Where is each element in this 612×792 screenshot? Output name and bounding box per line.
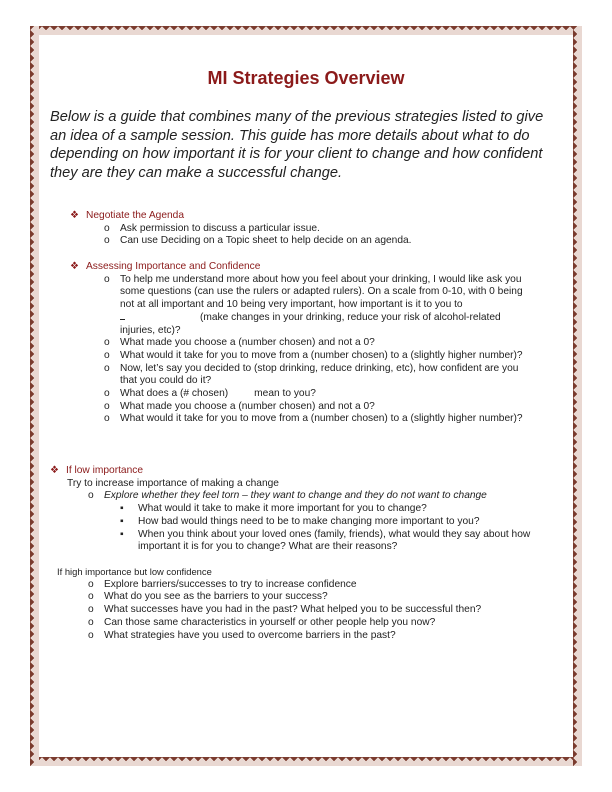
page-title: MI Strategies Overview xyxy=(207,68,405,88)
circle-bullet-icon: o xyxy=(88,616,94,628)
circle-bullet-icon: o xyxy=(104,388,110,400)
low-importance-heading: If low importance xyxy=(66,465,144,476)
list-item: o To help me understand more about how you feel about your drinking, I would like ask you some questions (can use the rulers or adapted rulers). On a scale from 0-10, with 0 being not at all important and 10 being very important, how important is it to you to (make changes in your drinking, reduce your risk of alcohol-related injuries, etc)? xyxy=(104,273,523,336)
list-item: o What would it take for you to move from a (number chosen) to a (slightly higher number)? xyxy=(104,349,523,361)
high-importance-heading: If high importance but low confidence xyxy=(57,566,212,577)
border-top xyxy=(30,26,582,35)
circle-bullet-icon: o xyxy=(88,629,94,641)
list-item: o Ask permission to discuss a particular issue. xyxy=(104,222,320,234)
list-item: o What does a (# chosen) mean to you? xyxy=(104,388,316,400)
low-importance-subtext: Try to increase importance of making a change xyxy=(67,477,279,489)
arrow-bullet-icon: ❖ xyxy=(70,210,79,221)
circle-bullet-icon: o xyxy=(104,349,110,361)
arrow-bullet-icon: ❖ xyxy=(50,465,59,476)
circle-bullet-icon: o xyxy=(104,400,110,412)
high-importance-section xyxy=(57,566,547,642)
list-item: o Can use Deciding on a Topic sheet to help decide on an agenda. xyxy=(104,235,412,247)
circle-bullet-icon: o xyxy=(104,235,110,247)
border-right xyxy=(573,26,582,766)
arrow-bullet-icon: ❖ xyxy=(70,261,79,272)
list-item: o What made you choose a (number chosen) and not a 0? xyxy=(104,400,375,412)
circle-bullet-icon: o xyxy=(104,222,110,234)
circle-bullet-icon: o xyxy=(104,362,110,374)
border-bottom xyxy=(30,757,582,766)
list-item: o What do you see as the barriers to your success? xyxy=(88,591,328,603)
importance-heading: Assessing Importance and Confidence xyxy=(86,261,261,272)
list-item: o What strategies have you used to overcome barriers in the past? xyxy=(88,629,396,641)
list-item: ▪ What would it take to make it more important for you to change? xyxy=(120,503,427,515)
circle-bullet-icon: o xyxy=(104,413,110,425)
circle-bullet-icon: o xyxy=(104,337,110,349)
circle-bullet-icon: o xyxy=(104,273,110,285)
list-item: ▪ How bad would things need to be to make changing more important to you? xyxy=(120,515,480,527)
low-importance-section xyxy=(50,465,550,554)
list-item: o Now, let’s say you decided to (stop drinking, reduce drinking, etc), how confident are you that you could do it? xyxy=(104,362,519,387)
list-item: o Explore barriers/successes to try to increase confidence xyxy=(88,578,357,590)
list-item: o What made you choose a (number chosen) and not a 0? xyxy=(104,337,375,349)
intro-paragraph: Below is a guide that combines many of the previous strategies listed to give an idea of a sample session. This guide has more details about what to do depending on how important it is for your client to change and how confident they are they can make a successful change. xyxy=(50,109,544,181)
border-left xyxy=(30,26,39,766)
list-item: o What would it take for you to move from a (number chosen) to a (slightly higher number)? xyxy=(104,413,523,425)
agenda-section xyxy=(70,210,550,248)
circle-bullet-icon: o xyxy=(88,591,94,603)
list-item: o Can those same characteristics in yourself or other people help you now? xyxy=(88,616,436,628)
square-bullet-icon: ▪ xyxy=(120,515,124,527)
square-bullet-icon: ▪ xyxy=(120,503,124,515)
list-item: ▪ When you think about your loved ones (family, friends), what would they say about how important it is for you to change? What are their reasons? xyxy=(120,528,531,553)
list-item: o What successes have you had in the past? What helped you to be successful then? xyxy=(88,604,482,616)
square-bullet-icon: ▪ xyxy=(120,528,124,540)
list-item: o Explore whether they feel torn – they want to change and they do not want to change xyxy=(88,490,487,502)
importance-section xyxy=(70,261,550,426)
circle-bullet-icon: o xyxy=(88,604,94,616)
circle-bullet-icon: o xyxy=(88,490,94,502)
circle-bullet-icon: o xyxy=(88,578,94,590)
agenda-heading: Negotiate the Agenda xyxy=(86,210,184,221)
